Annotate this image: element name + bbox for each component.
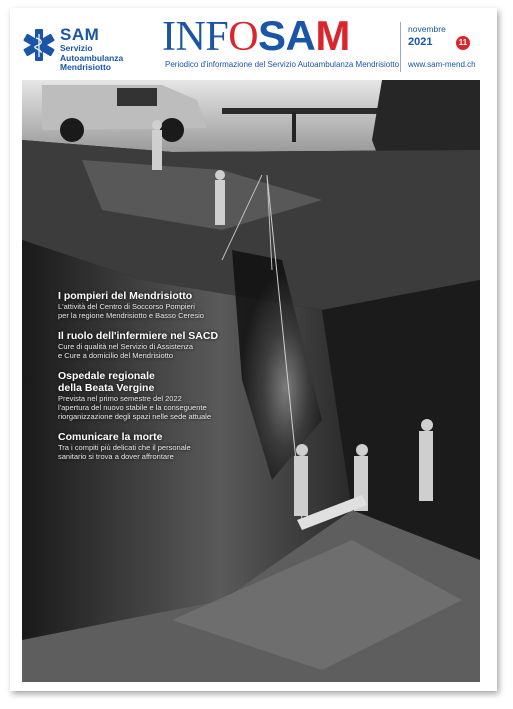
masthead-o: O [228,14,259,60]
masthead-sa: SA [258,12,316,59]
cover-headlines [58,290,328,471]
headline-line: Prevista nel primo semestre del 2022 [58,394,182,403]
masthead [162,14,350,59]
headline-title: Comunicare la morte [58,431,163,443]
magazine-cover [10,8,497,691]
headline-title: Il ruolo dell'infermiere nel SACD [58,330,219,342]
headline-ospedale[interactable] [58,370,328,421]
masthead-m: M [315,12,350,59]
headline-comunicare[interactable] [58,431,328,461]
logo-line-1: Servizio [60,43,93,53]
headline-line: l'apertura del nuovo stabile e la conseguente [58,403,207,412]
headline-line: Cure di qualità nel Servizio di Assistenza [58,342,194,351]
headline-title: I pompieri del Mendrisiotto [58,290,193,302]
issue-month: novembre [408,24,446,34]
masthead-title [162,14,350,59]
issue-info [408,24,468,50]
logo-line-3: Mendrisiotto [60,62,111,72]
logo-name: SAM [60,25,100,44]
star-of-life-icon [22,28,56,62]
headline-title-2: della Beata Vergine [58,382,155,394]
headline-infermiere[interactable] [58,330,328,360]
sam-logo [22,26,162,76]
cover-photo [22,80,480,682]
header-divider [400,22,401,72]
headline-line: e Cure a domicilio del Mendrisiotto [58,351,174,360]
headline-line: Tra i compiti più delicati che il personale [58,443,191,452]
headline-line: per la regione Mendrisiotto e Basso Ceresio [58,311,204,320]
headline-line: L'attività del Centro di Soccorso Pompieri [58,302,195,311]
masthead-inf: INF [162,14,229,60]
website-link[interactable]: www.sam-mend.ch [408,60,476,69]
headline-title: Ospedale regionale [58,370,155,382]
headline-line: sanitario si trova a dover affrontare [58,452,174,461]
headline-pompieri[interactable] [58,290,328,320]
issue-number-badge: 11 [456,36,470,50]
issue-year: 2021 [408,36,433,48]
masthead-tagline: Periodico d'informazione del Servizio Autoambulanza Mendrisiotto [165,60,400,69]
logo-line-2: Autoambulanza [60,52,124,63]
headline-line: riorganizzazione degli spazi nelle sede attuale [58,412,212,421]
